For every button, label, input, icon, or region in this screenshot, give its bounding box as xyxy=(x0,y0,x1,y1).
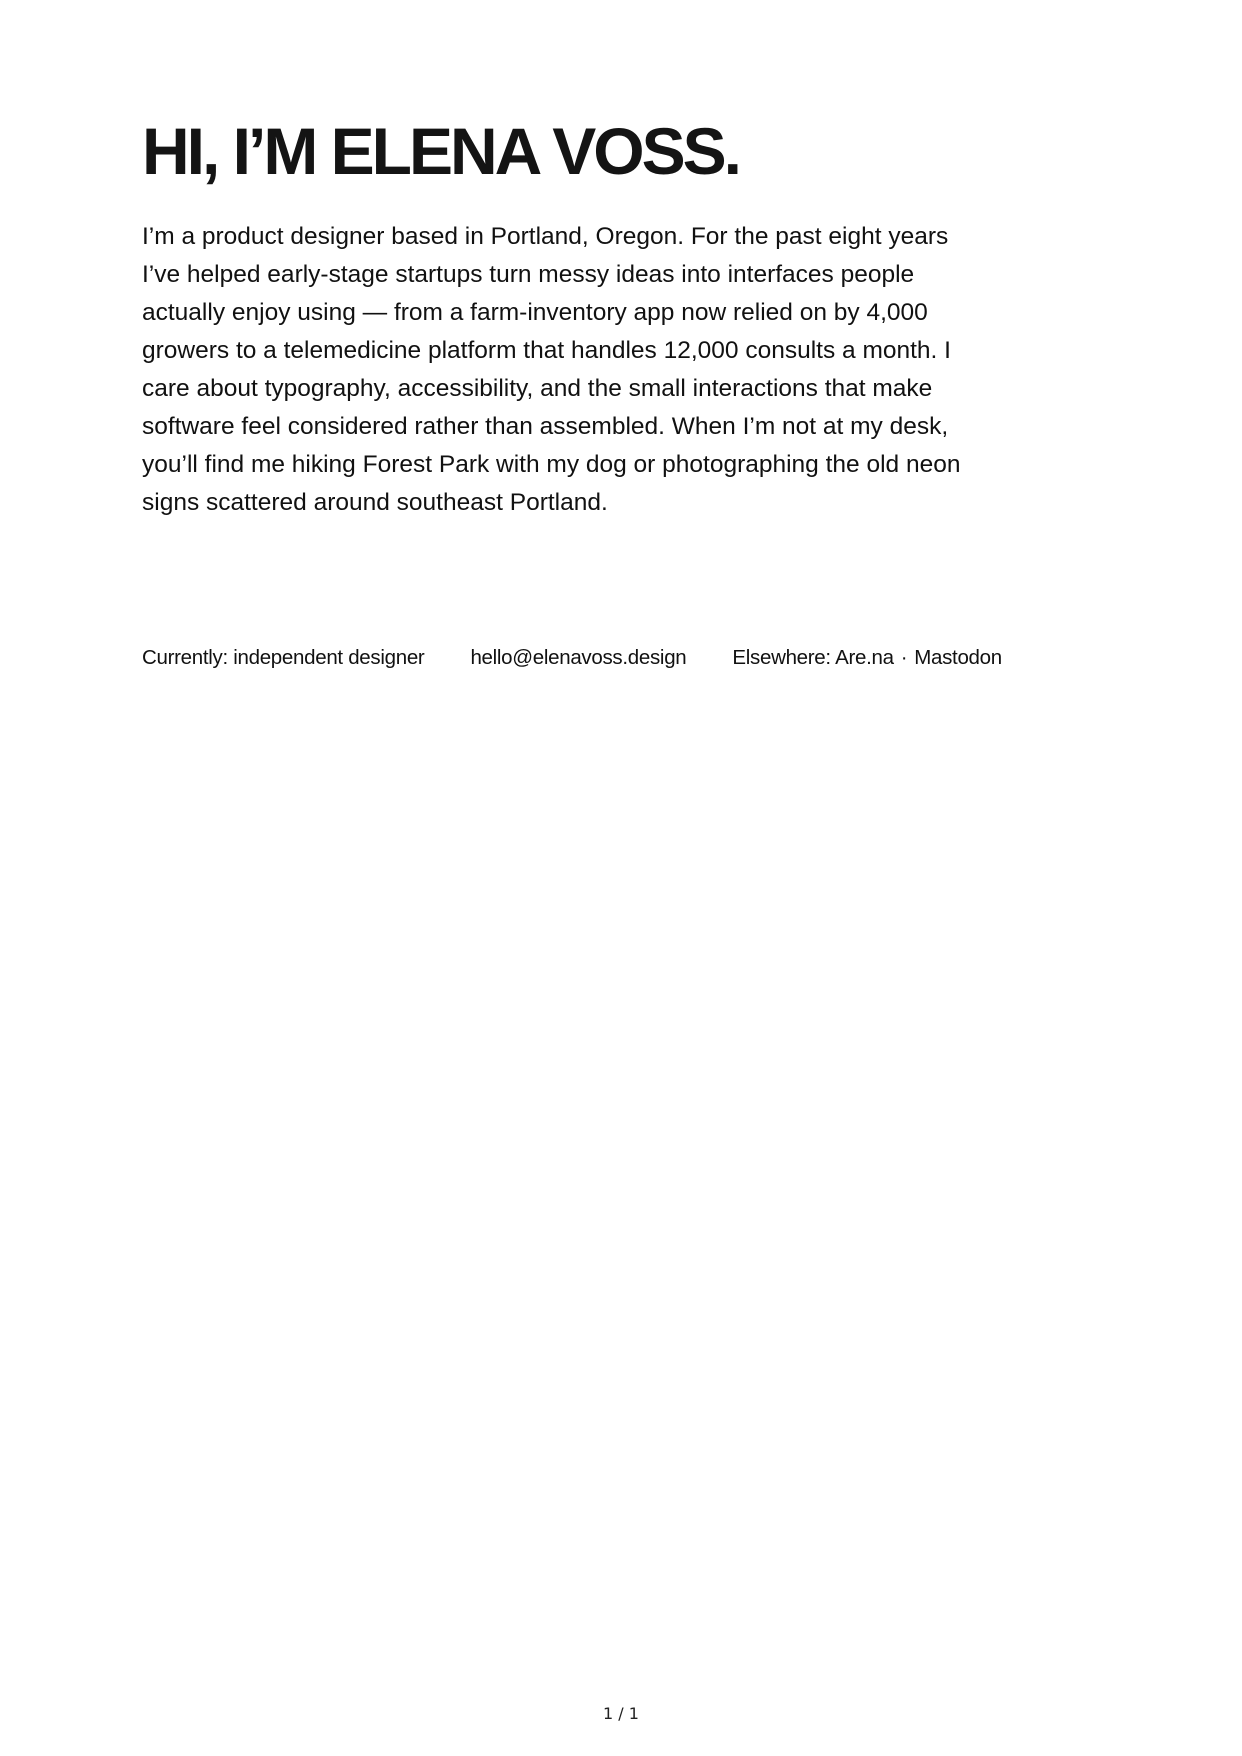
email-link[interactable]: hello@elenavoss.design xyxy=(470,646,687,669)
link-separator: · xyxy=(900,646,908,669)
elsewhere-label: Elsewhere: xyxy=(732,646,836,669)
page-number: 1 / 1 xyxy=(603,1704,639,1723)
mastodon-link[interactable]: Mastodon xyxy=(914,646,1002,669)
arena-link[interactable]: Are.na xyxy=(835,646,894,669)
bio-paragraph: I’m a product designer based in Portland, Oregon. For the past eight years I’ve helped early-stage startups turn messy ideas into interfaces people actually enjoy using — from a farm-inventory app now relied on by 4,000 growers to a telemedicine platform that handles 12,000 consults a month. I care about typography, accessibility, and the small interactions that make software feel considered rather than assembled. When I’m not at my desk, you’ll find me hiking Forest Park with my dog or photographing the old neon signs scattered around southeast Portland. xyxy=(142,223,961,516)
page-title: HI, I’M ELENA VOSS. xyxy=(142,114,739,188)
contact-line xyxy=(142,645,1002,671)
elsewhere-links xyxy=(732,645,1001,671)
current-status: Currently: independent designer xyxy=(142,646,425,669)
